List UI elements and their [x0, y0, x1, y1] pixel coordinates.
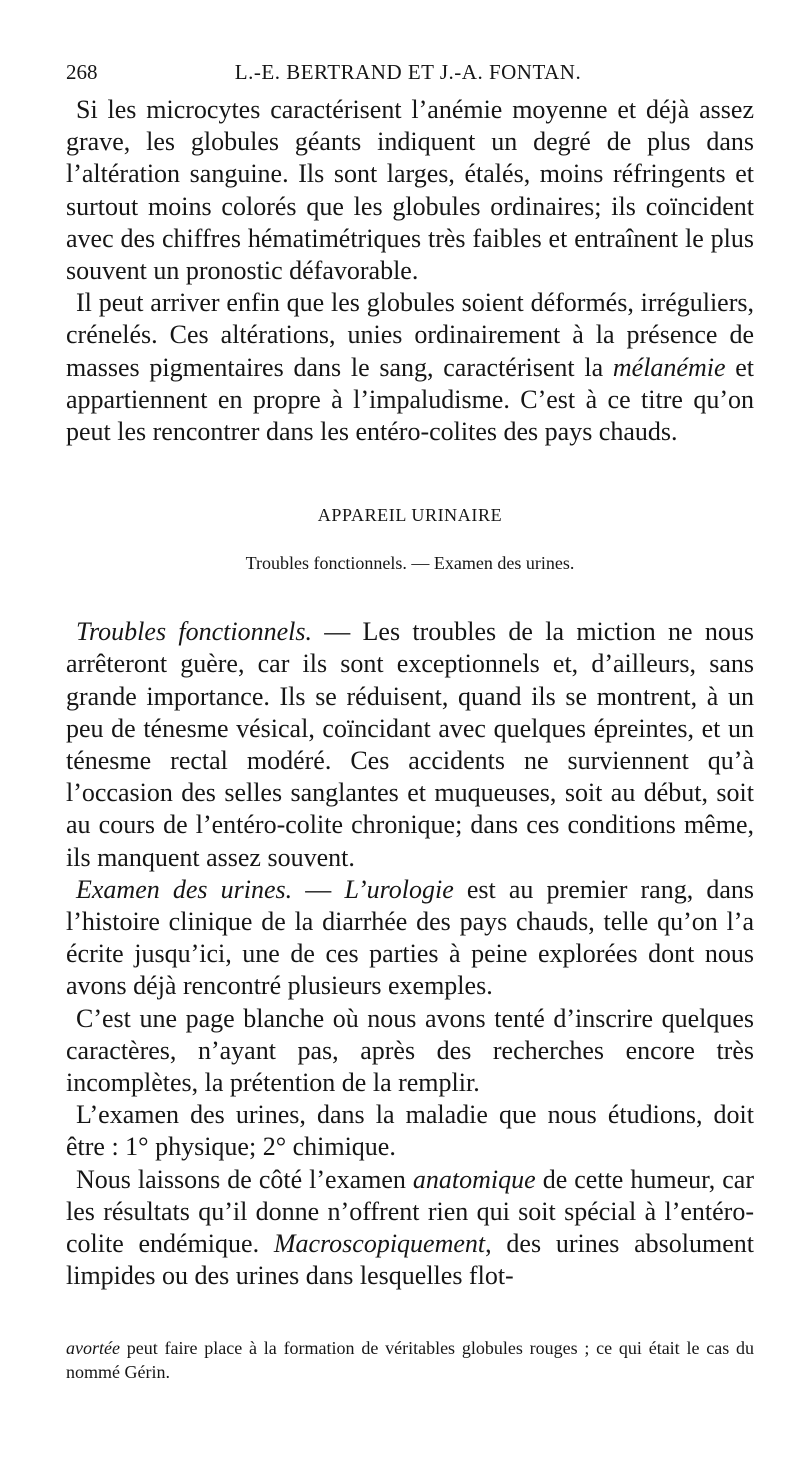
paragraph-examen-urines: L’examen des urines, dans la maladie que nous étudions, doit être : 1° physique; 2° chimique. [66, 1100, 754, 1162]
body-text [66, 94, 754, 1293]
page-number: 268 [66, 60, 98, 84]
text-run: est au premier rang, dans l’histoire clinique de la diarrhée des pays chauds, telle qu’on l’a écrite jusqu’ici, une de ces parties à peine explorées dont nous avons déjà rencontré plusieurs exemples. [66, 874, 755, 1001]
text-run: — Les troubles de la miction ne nous arrêteront guère, car ils sont exceptionnels et, d’ailleurs, sans grande importance. Ils se réduisent, quand ils se montrent, à un peu de ténesme vésical, coïncidant avec quelques épreintes, et un ténesme rectal modéré. Ces accidents ne surviennent qu’à l’occasion des selles sanglantes et muqueuses, soit au début, soit au cours de l’entéro-colite chronique; dans ces conditions même, ils manquent assez souvent. [66, 617, 755, 872]
text-run: — [292, 874, 345, 904]
text-run: de cette humeur, car les résultats qu’il donne n’offrent rien qui soit spécial à l’entéro-colite endémique. [66, 1164, 754, 1259]
paragraph-page-blanche: C’est une page blanche où nous avons tenté d’inscrire quelques caractères, n’ayant pas, après des recherches encore très incomplètes, la prétention de la remplir. [66, 1003, 754, 1098]
text-run: peut faire place à la formation de véritables globules rouges ; ce qui était le cas du nommé Gérin. [66, 1338, 754, 1382]
running-title: L.-E. BERTRAND ET J.-A. FONTAN. [234, 60, 582, 84]
text-run: et appartiennent en propre à l’impaludisme. C’est à ce titre qu’on peut les rencontrer dans les entéro-colites des pays chauds. [66, 352, 755, 447]
italic-term: Macroscopiquement [273, 1229, 486, 1259]
section-title: APPAREIL URINAIRE [317, 505, 503, 526]
text-run: Il peut arriver enfin que les globules soient déformés, irréguliers, crénelés. Ces altérations, unies ordinairement à la présence de masses pigmentaires dans le sang, caractérisent la [66, 288, 754, 382]
italic-term: anatomique [412, 1164, 536, 1194]
paragraph-examen [66, 874, 754, 1003]
paragraph-anatomique [66, 1164, 754, 1293]
footnote [66, 1336, 754, 1384]
text-run: Nous laissons de côté l’examen [76, 1164, 413, 1194]
paragraph-melanemie [66, 287, 754, 448]
text-run: , des urines absolument limpides ou des urines dans lesquelles flot- [66, 1229, 754, 1291]
italic-term: mélanémie [612, 352, 726, 382]
section-subtitle: Troubles fonctionnels. — Examen des urines. [245, 553, 575, 574]
italic-heading: Troubles fonctionnels. [76, 617, 312, 647]
italic-heading: Examen des urines. [76, 874, 293, 904]
paragraph-troubles [66, 616, 754, 874]
paragraph-microcytes: Si les microcytes caractérisent l’anémie moyenne et déjà assez grave, les globules géants indiquent un degré de plus dans l’altération sanguine. Ils sont larges, étalés, moins réfringents et surtout moins colorés que les globules ordinaires; ils coïncident avec des chiffres hématimétriques très faibles et entraînent le plus souvent un pronostic défavorable. [66, 95, 754, 286]
italic-term: avortée [66, 1338, 120, 1358]
italic-term: L’urologie [344, 874, 454, 904]
